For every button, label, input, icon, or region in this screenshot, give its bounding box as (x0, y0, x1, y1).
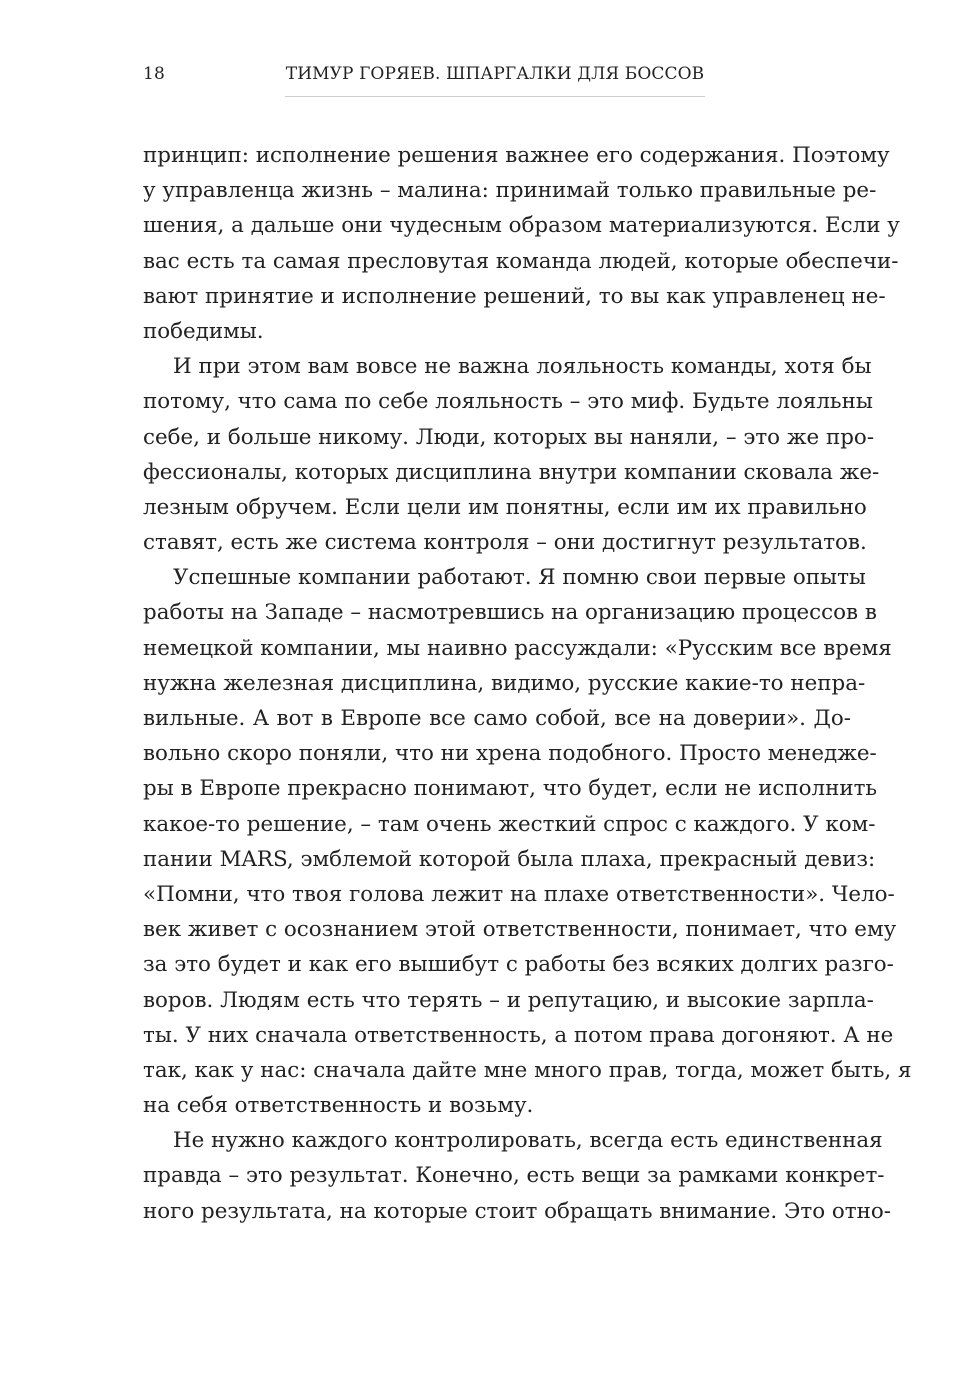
paragraph (143, 138, 900, 349)
running-head: ТИМУР ГОРЯЕВ. ШПАРГАЛКИ ДЛЯ БОССОВ (285, 64, 705, 84)
text-line: лезным обручем. Если цели им понятны, если им их правильно (143, 494, 867, 520)
text-line: фессионалы, которых дисциплина внутри компании сковала же- (143, 459, 880, 485)
text-line: потому, что сама по себе лояльность – это миф. Будьте лояльны (143, 389, 873, 415)
text-line: пании MARS, эмблемой которой была плаха, прекрасный девиз: (143, 846, 876, 872)
text-line: воров. Людям есть что терять – и репутацию, и высокие зарпла- (143, 987, 874, 1013)
text-line: нужна железная дисциплина, видимо, русские какие-то непра- (143, 670, 866, 696)
text-line: принцип: исполнение решения важнее его содержания. Поэтому (143, 143, 890, 168)
text-line: Не нужно каждого контролировать, всегда есть единственная (173, 1128, 883, 1154)
text-line: немецкой компании, мы наивно рассуждали: «Русским все время (143, 635, 892, 661)
page-number: 18 (143, 64, 166, 84)
text-line: вольно скоро поняли, что ни хрена подобного. Просто менедже- (143, 741, 877, 767)
text-line: какое-то решение, – там очень жесткий спрос с каждого. У ком- (143, 811, 876, 837)
text-line: ры в Европе прекрасно понимают, что будет, если не исполнить (143, 776, 878, 802)
text-line: вают принятие и исполнение решений, то вы как управленец не- (143, 283, 886, 309)
text-line: у управленца жизнь – малина: принимай только правильные ре- (143, 178, 877, 204)
text-line: себе, и больше никому. Люди, которых вы наняли, – это же про- (143, 424, 875, 450)
paragraph (143, 1123, 891, 1229)
text-line: за это будет и как его вышибут с работы без всяких долгих разго- (143, 952, 894, 978)
text-line: работы на Западе – насмотревшись на организацию процессов в (143, 600, 877, 626)
text-line: на себя ответственность и возьму. (143, 1093, 534, 1119)
text-line: И при этом вам вовсе не важна лояльность команды, хотя бы (173, 354, 872, 380)
paragraph (143, 349, 880, 560)
text-line: «Помни, что твоя голова лежит на плахе ответственности». Чело- (143, 881, 895, 907)
text-line: победимы. (143, 318, 264, 344)
header-rule (285, 96, 705, 97)
text-line: правда – это результат. Конечно, есть вещи за рамками конкрет- (143, 1163, 885, 1189)
body-text (143, 138, 912, 1229)
paragraph (143, 560, 912, 1123)
text-line: век живет с осознанием этой ответственности, понимает, что ему (143, 917, 897, 943)
text-line: ты. У них сначала ответственность, а потом права догоняют. А не (143, 1022, 894, 1048)
text-line: вильные. А вот в Европе все само собой, все на доверии». До- (143, 706, 851, 731)
text-line: ного результата, на которые стоит обращать внимание. Это отно- (143, 1198, 891, 1224)
page-header (0, 0, 963, 100)
text-line: шения, а дальше они чудесным образом материализуются. Если у (143, 213, 900, 239)
text-line: вас есть та самая пресловутая команда людей, которые обеспечи- (143, 248, 899, 274)
text-line: ставят, есть же система контроля – они достигнут результатов. (143, 530, 867, 556)
text-line: Успешные компании работают. Я помню свои первые опыты (173, 565, 866, 591)
text-line: так, как у нас: сначала дайте мне много прав, тогда, может быть, я (143, 1057, 912, 1083)
